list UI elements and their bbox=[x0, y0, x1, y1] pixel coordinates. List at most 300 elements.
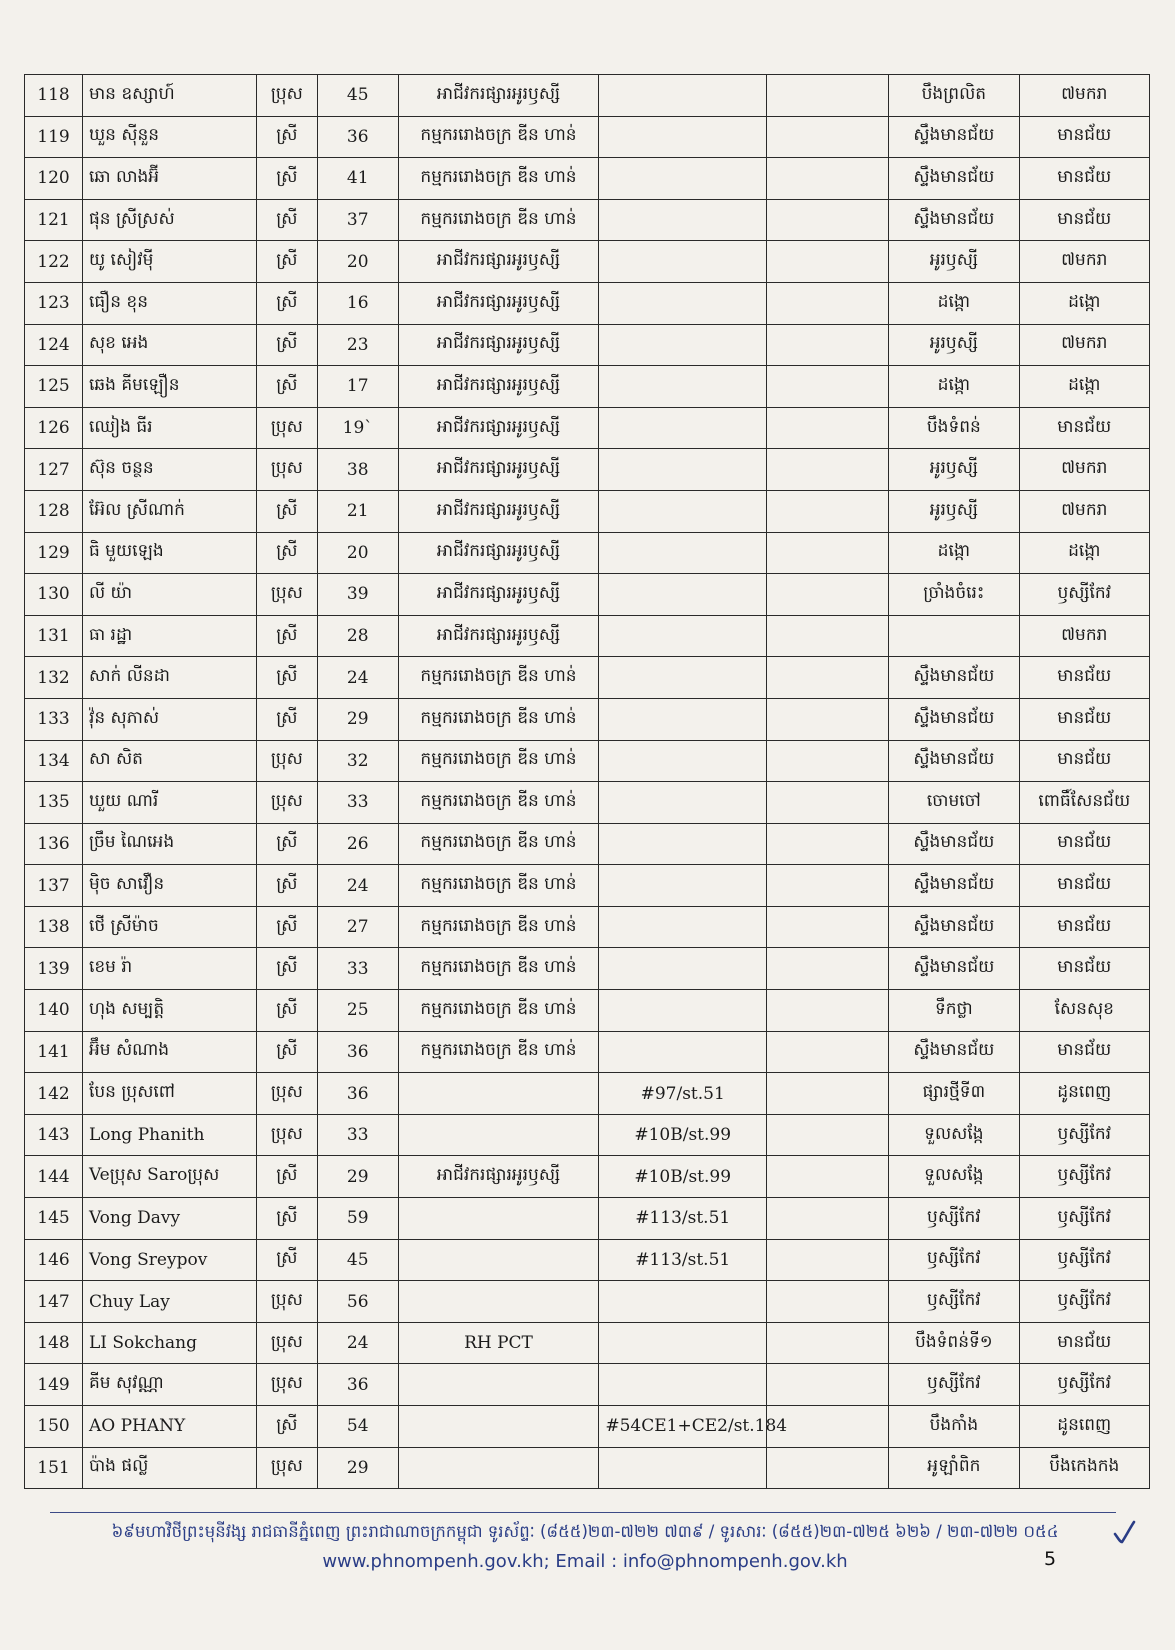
commune-cell: មានជ័យ bbox=[1019, 698, 1149, 740]
occupation-cell bbox=[398, 1198, 599, 1240]
age-cell: 33 bbox=[317, 782, 398, 824]
occupation-cell bbox=[398, 1114, 599, 1156]
village-cell: ស្ទឹងមានជ័យ bbox=[889, 657, 1019, 699]
occupation-cell: អាជីវករផ្សារអូរឫស្សី bbox=[398, 324, 599, 366]
occupation-cell: អាជីវករផ្សារអូរឫស្សី bbox=[398, 75, 599, 117]
commune-cell: មានជ័យ bbox=[1019, 407, 1149, 449]
name-cell: សុខ អេង bbox=[82, 324, 256, 366]
address-cell: #10B/st.99 bbox=[599, 1156, 767, 1198]
village-cell: អូរឫស្សី bbox=[889, 449, 1019, 491]
occupation-cell: អាជីវករផ្សារអូរឫស្សី bbox=[398, 615, 599, 657]
occupation-cell bbox=[398, 1447, 599, 1489]
village-cell: ដង្កោ bbox=[889, 532, 1019, 574]
table-row bbox=[25, 1198, 1150, 1240]
blank-cell bbox=[767, 1156, 889, 1198]
village-cell: បឹងទំពន់ bbox=[889, 407, 1019, 449]
table-row bbox=[25, 698, 1150, 740]
commune-cell: ឫស្សីកែវ bbox=[1019, 1114, 1149, 1156]
sex-cell: ប្រុស bbox=[256, 740, 317, 782]
age-cell: 24 bbox=[317, 657, 398, 699]
age-cell: 27 bbox=[317, 906, 398, 948]
sex-cell: ស្រី bbox=[256, 948, 317, 990]
blank-cell bbox=[767, 449, 889, 491]
village-cell: ស្ទឹងមានជ័យ bbox=[889, 698, 1019, 740]
village-cell: ទួលសង្កែ bbox=[889, 1114, 1019, 1156]
blank-cell bbox=[767, 615, 889, 657]
sex-cell: ប្រុស bbox=[256, 1281, 317, 1323]
row-number-cell: 121 bbox=[25, 199, 83, 241]
name-cell: ខេម រ៉ា bbox=[82, 948, 256, 990]
row-number-cell: 147 bbox=[25, 1281, 83, 1323]
row-number-cell: 133 bbox=[25, 698, 83, 740]
village-cell bbox=[889, 615, 1019, 657]
row-number-cell: 124 bbox=[25, 324, 83, 366]
table-row bbox=[25, 449, 1150, 491]
table-row bbox=[25, 1447, 1150, 1489]
table-row bbox=[25, 990, 1150, 1032]
sex-cell: ស្រី bbox=[256, 532, 317, 574]
address-cell: #113/st.51 bbox=[599, 1239, 767, 1281]
row-number-cell: 149 bbox=[25, 1364, 83, 1406]
row-number-cell: 131 bbox=[25, 615, 83, 657]
blank-cell bbox=[767, 366, 889, 408]
name-cell: ថើ ស្រីម៉ាច bbox=[82, 906, 256, 948]
age-cell: 16 bbox=[317, 282, 398, 324]
address-cell bbox=[599, 1031, 767, 1073]
village-cell: ស្ទឹងមានជ័យ bbox=[889, 865, 1019, 907]
occupation-cell: កម្មកររោងចក្រ ឌីន ហាន់ bbox=[398, 865, 599, 907]
name-cell: ប៉ាង ផល្លី bbox=[82, 1447, 256, 1489]
row-number-cell: 150 bbox=[25, 1406, 83, 1448]
age-cell: 19` bbox=[317, 407, 398, 449]
age-cell: 54 bbox=[317, 1406, 398, 1448]
village-cell: អូរឫស្សី bbox=[889, 324, 1019, 366]
address-cell bbox=[599, 199, 767, 241]
table-row bbox=[25, 241, 1150, 283]
commune-cell: មានជ័យ bbox=[1019, 199, 1149, 241]
name-cell: មាន ឧស្សាហ៍ bbox=[82, 75, 256, 117]
address-cell bbox=[599, 823, 767, 865]
row-number-cell: 144 bbox=[25, 1156, 83, 1198]
commune-cell: មានជ័យ bbox=[1019, 823, 1149, 865]
name-cell: វ៉ុន សុភាស់ bbox=[82, 698, 256, 740]
table-row bbox=[25, 282, 1150, 324]
commune-cell: មានជ័យ bbox=[1019, 906, 1149, 948]
sex-cell: ស្រី bbox=[256, 865, 317, 907]
row-number-cell: 118 bbox=[25, 75, 83, 117]
row-number-cell: 141 bbox=[25, 1031, 83, 1073]
age-cell: 25 bbox=[317, 990, 398, 1032]
blank-cell bbox=[767, 1447, 889, 1489]
occupation-cell: អាជីវករផ្សារអូរឫស្សី bbox=[398, 282, 599, 324]
occupation-cell: កម្មកររោងចក្រ ឌីន ហាន់ bbox=[398, 698, 599, 740]
table-row bbox=[25, 782, 1150, 824]
blank-cell bbox=[767, 1031, 889, 1073]
occupation-cell: កម្មកររោងចក្រ ឌីន ហាន់ bbox=[398, 823, 599, 865]
age-cell: 41 bbox=[317, 158, 398, 200]
blank-cell bbox=[767, 740, 889, 782]
table-row bbox=[25, 865, 1150, 907]
records-table bbox=[24, 74, 1150, 1489]
sex-cell: ប្រុស bbox=[256, 75, 317, 117]
address-cell bbox=[599, 75, 767, 117]
age-cell: 20 bbox=[317, 532, 398, 574]
table-row bbox=[25, 366, 1150, 408]
sex-cell: ស្រី bbox=[256, 1156, 317, 1198]
sex-cell: ប្រុស bbox=[256, 1322, 317, 1364]
age-cell: 17 bbox=[317, 366, 398, 408]
commune-cell: ដូនពេញ bbox=[1019, 1406, 1149, 1448]
table-row bbox=[25, 1364, 1150, 1406]
village-cell: បឹងកាំង bbox=[889, 1406, 1019, 1448]
table-row bbox=[25, 1322, 1150, 1364]
row-number-cell: 128 bbox=[25, 490, 83, 532]
village-cell: ច្រាំងចំរេះ bbox=[889, 574, 1019, 616]
table-row bbox=[25, 574, 1150, 616]
row-number-cell: 139 bbox=[25, 948, 83, 990]
commune-cell: ដង្កោ bbox=[1019, 366, 1149, 408]
table-row bbox=[25, 75, 1150, 117]
commune-cell: មានជ័យ bbox=[1019, 1322, 1149, 1364]
row-number-cell: 142 bbox=[25, 1073, 83, 1115]
name-cell: Veប្រុស Saroប្រុស bbox=[82, 1156, 256, 1198]
occupation-cell bbox=[398, 1073, 599, 1115]
name-cell: Vong Davy bbox=[82, 1198, 256, 1240]
row-number-cell: 146 bbox=[25, 1239, 83, 1281]
age-cell: 45 bbox=[317, 1239, 398, 1281]
row-number-cell: 123 bbox=[25, 282, 83, 324]
address-cell bbox=[599, 782, 767, 824]
village-cell: ផ្សារថ្មីទី៣ bbox=[889, 1073, 1019, 1115]
address-cell bbox=[599, 490, 767, 532]
occupation-cell: អាជីវករផ្សារអូរឫស្សី bbox=[398, 574, 599, 616]
table-row bbox=[25, 906, 1150, 948]
village-cell: ស្ទឹងមានជ័យ bbox=[889, 948, 1019, 990]
name-cell: ឆេង គីមឡឿន bbox=[82, 366, 256, 408]
sex-cell: ស្រី bbox=[256, 158, 317, 200]
occupation-cell: កម្មកររោងចក្រ ឌីន ហាន់ bbox=[398, 158, 599, 200]
village-cell: ស្ទឹងមានជ័យ bbox=[889, 740, 1019, 782]
name-cell: ឈៀង ធីរ bbox=[82, 407, 256, 449]
blank-cell bbox=[767, 75, 889, 117]
footer-contact: www.phnompenh.gov.kh; Email : info@phnompenh.gov.kh bbox=[322, 1551, 848, 1572]
name-cell: ហុង សម្បត្តិ bbox=[82, 990, 256, 1032]
age-cell: 36 bbox=[317, 1031, 398, 1073]
row-number-cell: 145 bbox=[25, 1198, 83, 1240]
address-cell bbox=[599, 740, 767, 782]
blank-cell bbox=[767, 1198, 889, 1240]
commune-cell: ៧មករា bbox=[1019, 75, 1149, 117]
commune-cell: ឫស្សីកែវ bbox=[1019, 1198, 1149, 1240]
age-cell: 37 bbox=[317, 199, 398, 241]
occupation-cell bbox=[398, 1239, 599, 1281]
table-row bbox=[25, 324, 1150, 366]
blank-cell bbox=[767, 407, 889, 449]
address-cell: #97/st.51 bbox=[599, 1073, 767, 1115]
row-number-cell: 126 bbox=[25, 407, 83, 449]
row-number-cell: 130 bbox=[25, 574, 83, 616]
sex-cell: ប្រុស bbox=[256, 782, 317, 824]
name-cell: ធិ មួយឡេង bbox=[82, 532, 256, 574]
name-cell: ធា រដ្ឋា bbox=[82, 615, 256, 657]
occupation-cell: អាជីវករផ្សារអូរឫស្សី bbox=[398, 532, 599, 574]
address-cell bbox=[599, 366, 767, 408]
commune-cell: ៧មករា bbox=[1019, 490, 1149, 532]
commune-cell: ដង្កោ bbox=[1019, 532, 1149, 574]
table-row bbox=[25, 948, 1150, 990]
table-row bbox=[25, 1281, 1150, 1323]
sex-cell: ស្រី bbox=[256, 906, 317, 948]
village-cell: អូរឫស្សី bbox=[889, 490, 1019, 532]
name-cell: Vong Sreypov bbox=[82, 1239, 256, 1281]
commune-cell: ៧មករា bbox=[1019, 615, 1149, 657]
row-number-cell: 129 bbox=[25, 532, 83, 574]
commune-cell: ឫស្សីកែវ bbox=[1019, 1281, 1149, 1323]
occupation-cell: កម្មកររោងចក្រ ឌីន ហាន់ bbox=[398, 657, 599, 699]
address-cell bbox=[599, 282, 767, 324]
table-row bbox=[25, 1156, 1150, 1198]
occupation-cell: កម្មកររោងចក្រ ឌីន ហាន់ bbox=[398, 1031, 599, 1073]
sex-cell: ស្រី bbox=[256, 282, 317, 324]
commune-cell: មានជ័យ bbox=[1019, 116, 1149, 158]
address-cell bbox=[599, 324, 767, 366]
occupation-cell bbox=[398, 1364, 599, 1406]
occupation-cell: កម្មកររោងចក្រ ឌីន ហាន់ bbox=[398, 782, 599, 824]
village-cell: ទួលសង្កែ bbox=[889, 1156, 1019, 1198]
sex-cell: ស្រី bbox=[256, 823, 317, 865]
address-cell bbox=[599, 449, 767, 491]
commune-cell: សែនសុខ bbox=[1019, 990, 1149, 1032]
sex-cell: ស្រី bbox=[256, 366, 317, 408]
table-row bbox=[25, 740, 1150, 782]
address-cell bbox=[599, 948, 767, 990]
age-cell: 33 bbox=[317, 948, 398, 990]
village-cell: ឫស្សីកែវ bbox=[889, 1281, 1019, 1323]
blank-cell bbox=[767, 282, 889, 324]
age-cell: 36 bbox=[317, 1364, 398, 1406]
blank-cell bbox=[767, 906, 889, 948]
blank-cell bbox=[767, 1281, 889, 1323]
village-cell: ស្ទឹងមានជ័យ bbox=[889, 1031, 1019, 1073]
village-cell: ស្ទឹងមានជ័យ bbox=[889, 199, 1019, 241]
occupation-cell: កម្មកររោងចក្រ ឌីន ហាន់ bbox=[398, 199, 599, 241]
occupation-cell: កម្មកររោងចក្រ ឌីន ហាន់ bbox=[398, 906, 599, 948]
village-cell: ស្ទឹងមានជ័យ bbox=[889, 116, 1019, 158]
address-cell bbox=[599, 906, 767, 948]
name-cell: AO PHANY bbox=[82, 1406, 256, 1448]
village-cell: អូរឫស្សី bbox=[889, 241, 1019, 283]
sex-cell: ស្រី bbox=[256, 116, 317, 158]
age-cell: 23 bbox=[317, 324, 398, 366]
age-cell: 32 bbox=[317, 740, 398, 782]
blank-cell bbox=[767, 948, 889, 990]
sex-cell: ស្រី bbox=[256, 1406, 317, 1448]
blank-cell bbox=[767, 324, 889, 366]
occupation-cell: អាជីវករផ្សារអូរឫស្សី bbox=[398, 449, 599, 491]
commune-cell: ៧មករា bbox=[1019, 241, 1149, 283]
commune-cell: ៧មករា bbox=[1019, 324, 1149, 366]
footer-address: ៦៩មហាវិថីព្រះមុនីវង្ស រាជធានីភ្នំពេញ ព្រះរាជាណាចក្រកម្ពុជា ទូរស័ព្ទៈ (៨៥៥)២៣-៧២២ ៧៣៩ / ទូរសារៈ (៨៥៥)២៣-៧២៥ ៦២៦ / ២៣-៧២២ ០៥៤ bbox=[111, 1522, 1059, 1541]
name-cell: ម៉ិច សាវឿន bbox=[82, 865, 256, 907]
name-cell: ផុន ស្រីស្រស់ bbox=[82, 199, 256, 241]
address-cell bbox=[599, 615, 767, 657]
village-cell: ឫស្សីកែវ bbox=[889, 1364, 1019, 1406]
address-cell: #10B/st.99 bbox=[599, 1114, 767, 1156]
age-cell: 21 bbox=[317, 490, 398, 532]
sex-cell: ស្រី bbox=[256, 199, 317, 241]
occupation-cell: អាជីវករផ្សារអូរឫស្សី bbox=[398, 241, 599, 283]
village-cell: ស្ទឹងមានជ័យ bbox=[889, 158, 1019, 200]
blank-cell bbox=[767, 1239, 889, 1281]
handwritten-check-mark bbox=[1112, 1518, 1136, 1546]
commune-cell: មានជ័យ bbox=[1019, 158, 1149, 200]
address-cell bbox=[599, 990, 767, 1032]
sex-cell: ប្រុស bbox=[256, 1447, 317, 1489]
table-row bbox=[25, 1239, 1150, 1281]
occupation-cell: អាជីវករផ្សារអូរឫស្សី bbox=[398, 1156, 599, 1198]
blank-cell bbox=[767, 1364, 889, 1406]
address-cell bbox=[599, 1322, 767, 1364]
sex-cell: ស្រី bbox=[256, 1198, 317, 1240]
sex-cell: ប្រុស bbox=[256, 1073, 317, 1115]
age-cell: 29 bbox=[317, 698, 398, 740]
sex-cell: ស្រី bbox=[256, 990, 317, 1032]
sex-cell: ប្រុស bbox=[256, 1114, 317, 1156]
sex-cell: ស្រី bbox=[256, 615, 317, 657]
row-number-cell: 119 bbox=[25, 116, 83, 158]
commune-cell: មានជ័យ bbox=[1019, 657, 1149, 699]
village-cell: ឫស្សីកែវ bbox=[889, 1198, 1019, 1240]
age-cell: 38 bbox=[317, 449, 398, 491]
occupation-cell: កម្មកររោងចក្រ ឌីន ហាន់ bbox=[398, 116, 599, 158]
village-cell: ស្ទឹងមានជ័យ bbox=[889, 906, 1019, 948]
name-cell: អ៊ែល ស្រីណាក់ bbox=[82, 490, 256, 532]
sex-cell: ប្រុស bbox=[256, 407, 317, 449]
address-cell: #54CE1+CE2/st.184 bbox=[599, 1406, 767, 1448]
age-cell: 36 bbox=[317, 1073, 398, 1115]
village-cell: ស្ទឹងមានជ័យ bbox=[889, 823, 1019, 865]
address-cell bbox=[599, 1281, 767, 1323]
age-cell: 36 bbox=[317, 116, 398, 158]
table-row bbox=[25, 407, 1150, 449]
row-number-cell: 127 bbox=[25, 449, 83, 491]
name-cell: យូ សៀវម៉ី bbox=[82, 241, 256, 283]
row-number-cell: 125 bbox=[25, 366, 83, 408]
address-cell: #113/st.51 bbox=[599, 1198, 767, 1240]
name-cell: ឃួយ ណារី bbox=[82, 782, 256, 824]
age-cell: 24 bbox=[317, 1322, 398, 1364]
sex-cell: ស្រី bbox=[256, 241, 317, 283]
occupation-cell: អាជីវករផ្សារអូរឫស្សី bbox=[398, 490, 599, 532]
table-row bbox=[25, 158, 1150, 200]
blank-cell bbox=[767, 823, 889, 865]
sex-cell: ប្រុស bbox=[256, 1364, 317, 1406]
commune-cell: ដូនពេញ bbox=[1019, 1073, 1149, 1115]
commune-cell: មានជ័យ bbox=[1019, 1031, 1149, 1073]
name-cell: អ៊ឹម សំណាង bbox=[82, 1031, 256, 1073]
village-cell: ដង្កោ bbox=[889, 366, 1019, 408]
commune-cell: ឫស្សីកែវ bbox=[1019, 1239, 1149, 1281]
name-cell: បែន ប្រុសពៅ bbox=[82, 1073, 256, 1115]
sex-cell: ប្រុស bbox=[256, 574, 317, 616]
row-number-cell: 151 bbox=[25, 1447, 83, 1489]
table-row bbox=[25, 490, 1150, 532]
name-cell: ស៊ុន ចន្ថន bbox=[82, 449, 256, 491]
blank-cell bbox=[767, 116, 889, 158]
village-cell: បឹងទំពន់ទី១ bbox=[889, 1322, 1019, 1364]
table-row bbox=[25, 823, 1150, 865]
commune-cell: ៧មករា bbox=[1019, 449, 1149, 491]
table-row bbox=[25, 199, 1150, 241]
row-number-cell: 132 bbox=[25, 657, 83, 699]
address-cell bbox=[599, 1447, 767, 1489]
age-cell: 56 bbox=[317, 1281, 398, 1323]
footer-divider bbox=[50, 1512, 1116, 1513]
blank-cell bbox=[767, 490, 889, 532]
table-row bbox=[25, 1073, 1150, 1115]
occupation-cell: អាជីវករផ្សារអូរឫស្សី bbox=[398, 366, 599, 408]
commune-cell: ឫស្សីកែវ bbox=[1019, 574, 1149, 616]
address-cell bbox=[599, 532, 767, 574]
age-cell: 24 bbox=[317, 865, 398, 907]
row-number-cell: 135 bbox=[25, 782, 83, 824]
blank-cell bbox=[767, 574, 889, 616]
blank-cell bbox=[767, 782, 889, 824]
age-cell: 29 bbox=[317, 1447, 398, 1489]
sex-cell: ស្រី bbox=[256, 1239, 317, 1281]
commune-cell: ឫស្សីកែវ bbox=[1019, 1364, 1149, 1406]
table-row bbox=[25, 532, 1150, 574]
village-cell: ទឹកថ្លា bbox=[889, 990, 1019, 1032]
commune-cell: ឫស្សីកែវ bbox=[1019, 1156, 1149, 1198]
name-cell: ឃួន ស៊ីនួន bbox=[82, 116, 256, 158]
address-cell bbox=[599, 116, 767, 158]
name-cell: ឆោ លាងអ៊ី bbox=[82, 158, 256, 200]
commune-cell: ពោធិ៍សែនជ័យ bbox=[1019, 782, 1149, 824]
row-number-cell: 148 bbox=[25, 1322, 83, 1364]
village-cell: ចោមចៅ bbox=[889, 782, 1019, 824]
blank-cell bbox=[767, 199, 889, 241]
age-cell: 33 bbox=[317, 1114, 398, 1156]
age-cell: 59 bbox=[317, 1198, 398, 1240]
occupation-cell: អាជីវករផ្សារអូរឫស្សី bbox=[398, 407, 599, 449]
age-cell: 45 bbox=[317, 75, 398, 117]
blank-cell bbox=[767, 158, 889, 200]
sex-cell: ប្រុស bbox=[256, 449, 317, 491]
occupation-cell: កម្មកររោងចក្រ ឌីន ហាន់ bbox=[398, 740, 599, 782]
blank-cell bbox=[767, 1073, 889, 1115]
blank-cell bbox=[767, 241, 889, 283]
name-cell: សា សិត bbox=[82, 740, 256, 782]
occupation-cell: RH PCT bbox=[398, 1322, 599, 1364]
name-cell: ច្រឹម ណៃអេង bbox=[82, 823, 256, 865]
address-cell bbox=[599, 241, 767, 283]
age-cell: 39 bbox=[317, 574, 398, 616]
village-cell: បឹងព្រលិត bbox=[889, 75, 1019, 117]
name-cell: សាក់ លីនដា bbox=[82, 657, 256, 699]
commune-cell: មានជ័យ bbox=[1019, 740, 1149, 782]
blank-cell bbox=[767, 1322, 889, 1364]
address-cell bbox=[599, 698, 767, 740]
blank-cell bbox=[767, 657, 889, 699]
page-number: 5 bbox=[1044, 1548, 1057, 1570]
row-number-cell: 137 bbox=[25, 865, 83, 907]
row-number-cell: 138 bbox=[25, 906, 83, 948]
table-row bbox=[25, 1031, 1150, 1073]
name-cell: Chuy Lay bbox=[82, 1281, 256, 1323]
blank-cell bbox=[767, 990, 889, 1032]
village-cell: ដង្កោ bbox=[889, 282, 1019, 324]
